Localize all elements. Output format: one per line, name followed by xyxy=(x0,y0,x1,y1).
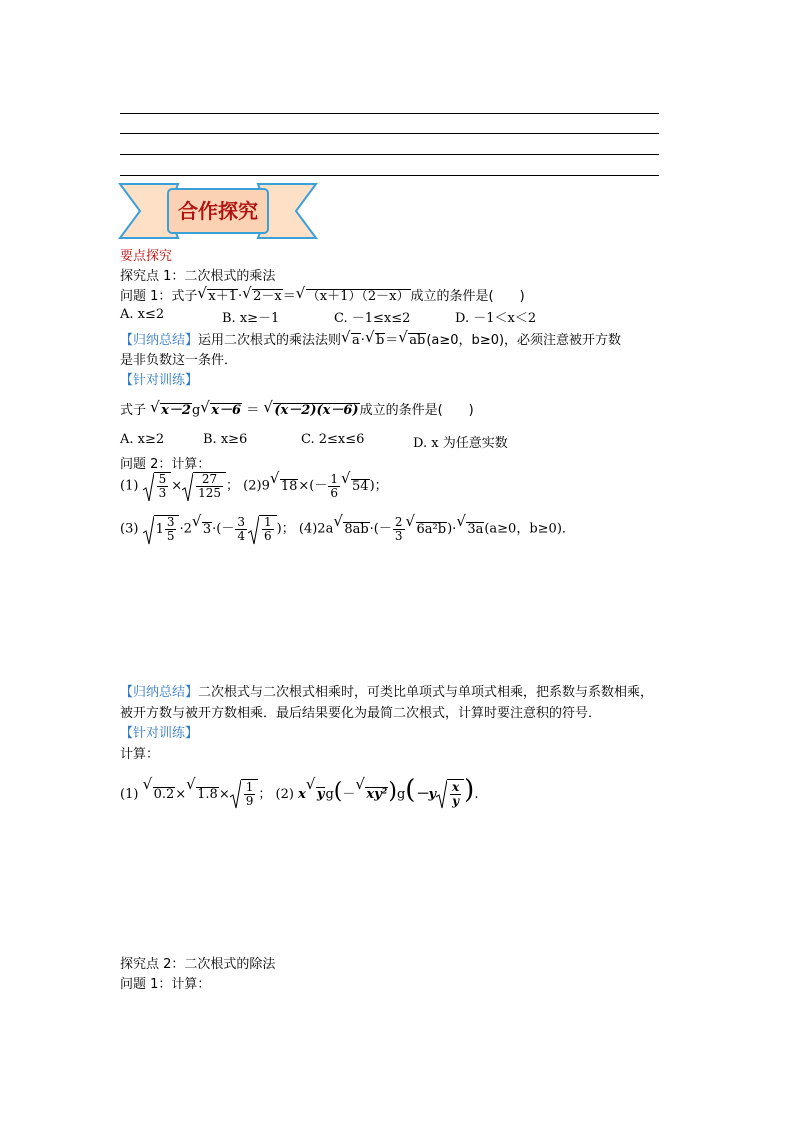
radical: $\frac{x}{y}$ xyxy=(436,779,464,810)
radical-sign-icon xyxy=(143,515,154,545)
train1-option-d: D. x 为任意实数 xyxy=(413,436,508,451)
radical: √ 8ab xyxy=(334,517,369,543)
summary1: 【归纳总结】运用二次根式的乘法法则√ a·√ b＝√ ab(a≥0，b≥0)，必须注意被开方数 xyxy=(120,329,621,348)
radical-sign-icon xyxy=(182,472,193,502)
q1-option-d: D. －1＜x＜2 xyxy=(455,311,537,326)
radical-sign-icon xyxy=(436,779,447,809)
train1-option-c: C. 2≤x≤6 xyxy=(301,432,365,447)
q1-option-c: C. －1≤x≤2 xyxy=(334,311,411,326)
train2-title: 计算： xyxy=(120,747,160,762)
point1-title: 探究点 1：二次根式的乘法 xyxy=(120,269,276,284)
radical: $\frac{1}{6}$ xyxy=(248,515,277,543)
summary2-line2: 被开方数与被开方数相乘．最后结果要化为最简二次根式，计算时要注意积的符号． xyxy=(120,706,602,721)
radical: √ 2－x xyxy=(243,289,283,304)
q1-suffix: 成立的条件是( ) xyxy=(410,289,525,304)
summary1-line2: 是非负数这一条件． xyxy=(120,353,238,368)
q2-row1: (1) $\frac{5}{3}$ × $\frac{27}{125}$ ； (2)9√ 18×(－ $\frac{1}{6}$ √ 54)； xyxy=(120,472,388,500)
radical: √ 0.2 xyxy=(144,780,176,810)
radical: √ 3 xyxy=(193,517,212,543)
radical: √ x＋1 xyxy=(198,289,238,304)
q2-title: 问题 2：计算： xyxy=(120,457,211,472)
q1-option-a: A. x≤2 xyxy=(120,307,165,322)
train1-question: 式子 √ x－2g√ x－6 ＝ √ (x－2)(x－6)成立的条件是( ) xyxy=(120,399,474,418)
answer-line xyxy=(120,154,659,155)
radical: √ 3a xyxy=(457,517,484,543)
radical: $\frac{5}{3}$ xyxy=(143,472,172,500)
summary2: 【归纳总结】二次根式与二次根式相乘时，可类比单项式与单项式相乘，把系数与系数相乘， xyxy=(120,685,654,700)
train1-option-b: B. x≥6 xyxy=(203,432,248,447)
radical-sign-icon xyxy=(143,472,154,502)
radical: √ 54 xyxy=(342,474,370,500)
point2-q1: 问题 1：计算： xyxy=(120,977,211,992)
radical: $\frac{1}{9}$ xyxy=(230,779,259,810)
train1-option-a: A. x≥2 xyxy=(120,432,165,447)
q1-prefix: 问题 1：式子 xyxy=(120,289,198,304)
radical: √ y xyxy=(307,780,326,810)
train2-row: (1) √ 0.2×√ 1.8× $\frac{1}{9}$ ； (2) x√ yg(－√ xy²)g(－y $\frac{x}{y}$ ). xyxy=(120,775,478,810)
q1-option-b: B. x≥－1 xyxy=(222,311,280,326)
section-heading: 要点探究 xyxy=(120,249,173,264)
point1-q1: 问题 1：式子√ x＋1·√ 2－x＝√ （x＋1）（2－x）成立的条件是( ) xyxy=(120,285,525,304)
answer-line xyxy=(120,113,659,114)
train1-tag: 【针对训练】 xyxy=(120,373,199,388)
banner-title: 合作探究 xyxy=(178,199,258,223)
section-banner xyxy=(118,180,318,242)
point2-title: 探究点 2：二次根式的除法 xyxy=(120,957,276,972)
radical: $\frac{27}{125}$ xyxy=(182,472,226,500)
radical: √ b xyxy=(366,333,385,348)
radical: √ 1.8 xyxy=(187,780,219,810)
radical: √ x－6 xyxy=(201,403,242,418)
q2-row2: (3) 1 $\frac{3}{5}$ ·2√ 3·(－ $\frac{3}{4}$ $\frac{1}{6}$ )； (4)2a√ 8ab·(－ $\frac{2}{3}$ √ 6a²b)·√ 3a(a≥0，b≥0)． xyxy=(120,515,575,543)
radical: √ 6a²b xyxy=(407,517,448,543)
train2-tag: 【针对训练】 xyxy=(120,726,199,741)
answer-line xyxy=(120,175,659,176)
radical: √ （x＋1）（2－x） xyxy=(297,289,411,304)
summary-tag: 【归纳总结】 xyxy=(120,333,199,348)
radical: √ ab xyxy=(399,333,426,348)
radical: √ (x－2)(x－6) xyxy=(264,403,359,418)
summary-tag: 【归纳总结】 xyxy=(120,685,199,700)
radical: √ 18 xyxy=(271,474,299,500)
radical: 1 $\frac{3}{5}$ xyxy=(143,515,180,543)
radical: √ xy² xyxy=(356,780,388,810)
radical-sign-icon xyxy=(248,515,259,545)
radical: √ a xyxy=(342,333,361,348)
answer-line xyxy=(120,133,659,134)
radical: √ x－2 xyxy=(151,403,192,418)
radical-sign-icon xyxy=(230,779,241,809)
